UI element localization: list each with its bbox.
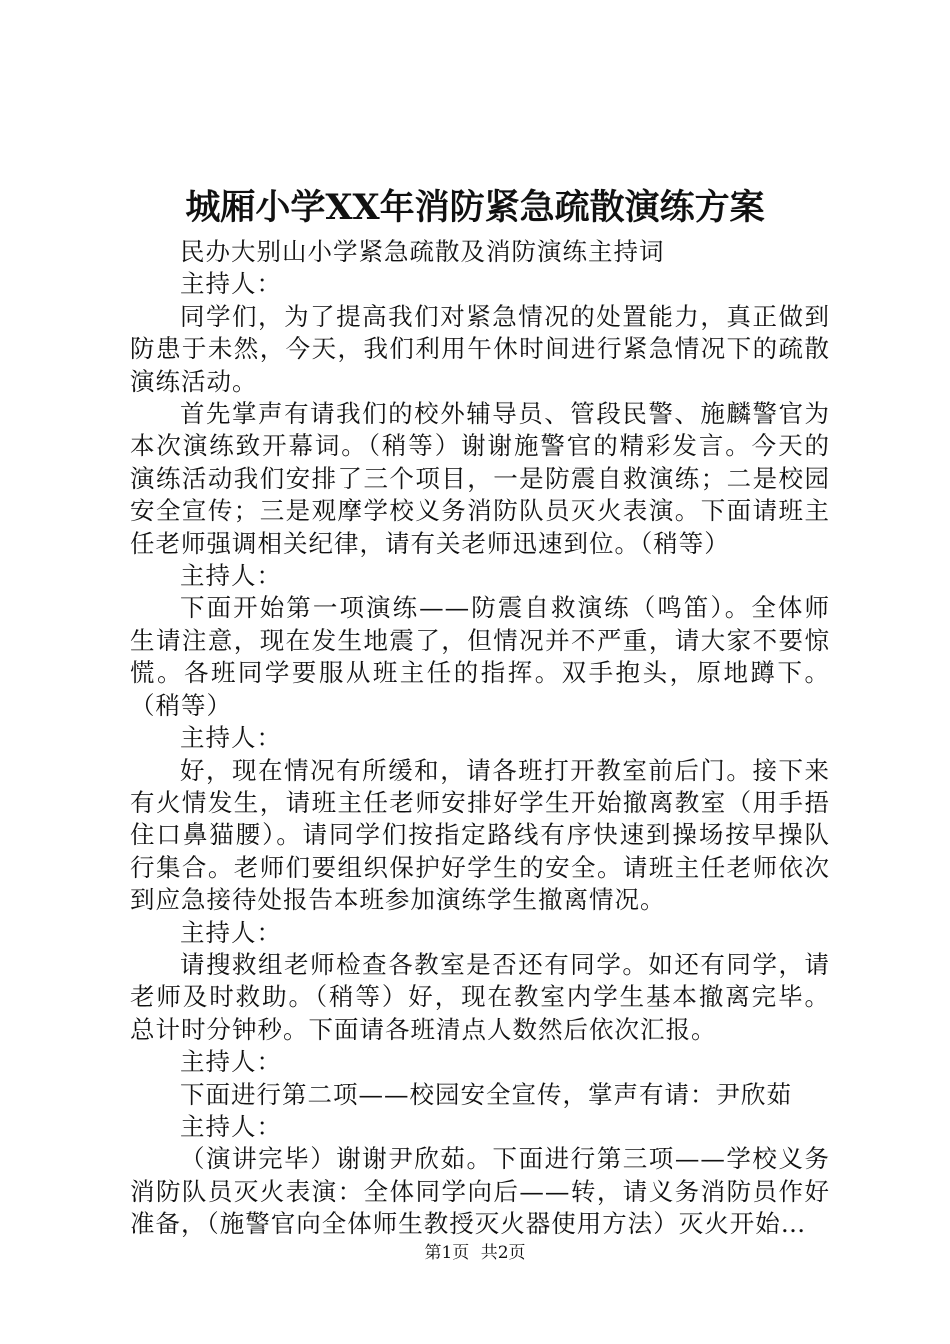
document-body [130,236,830,1241]
host-label: 主持人： [180,1047,282,1077]
body-paragraph: 好，现在情况有所缓和，请各班打开教室前后门。接下来有火情发生，请班主任老师安排好学生开始撤离教室（用手捂住口鼻猫腰）。请同学们按指定路线有序快速到操场按早操队行集合。老师们要组织保护好学生的安全。请班主任老师依次到应急接待处报告本班参加演练学生撤离情况。 [130,755,830,915]
body-paragraph: （演讲完毕）谢谢尹欣茹。下面进行第三项——学校义务消防队员灭火表演：全体同学向后——转，请义务消防员作好准备，（施警官向全体师生教授灭火器使用方法）灭火开始… [130,1144,830,1239]
page-footer [0,1241,950,1265]
body-paragraph: 同学们，为了提高我们对紧急情况的处置能力，真正做到防患于未然，今天，我们利用午休时间进行紧急情况下的疏散演练活动。 [130,301,830,396]
body-paragraph: 下面开始第一项演练——防震自救演练（鸣笛）。全体师生请注意，现在发生地震了，但情况并不严重，请大家不要惊慌。各班同学要服从班主任的指挥。双手抱头，原地蹲下。（稍等） [130,593,830,720]
host-label: 主持人： [180,561,282,591]
host-label: 主持人： [180,269,282,299]
subtitle-paragraph: 民办大别山小学紧急疏散及消防演练主持词 [180,237,665,266]
page-total: 共2页 [480,1243,526,1263]
page-number: 第1页 [424,1243,470,1263]
body-paragraph: 请搜救组老师检查各教室是否还有同学。如还有同学，请老师及时救助。（稍等）好，现在教室内学生基本撤离完毕。总计时分钟秒。下面请各班清点人数然后依次汇报。 [130,949,830,1044]
host-label: 主持人： [180,1111,282,1141]
host-label: 主持人： [180,917,282,947]
host-label: 主持人： [180,723,282,753]
body-paragraph: 首先掌声有请我们的校外辅导员、管段民警、施麟警官为本次演练致开幕词。（稍等）谢谢施警官的精彩发言。今天的演练活动我们安排了三个项目，一是防震自救演练；二是校园安全宣传；三是观摩学校义务消防队员灭火表演。下面请班主任老师强调相关纪律，请有关老师迅速到位。（稍等） [130,399,830,558]
document-title: 城厢小学XX年消防紧急疏散演练方案 [185,187,765,228]
body-paragraph: 下面进行第二项——校园安全宣传，掌声有请：尹欣茹 [180,1079,792,1109]
